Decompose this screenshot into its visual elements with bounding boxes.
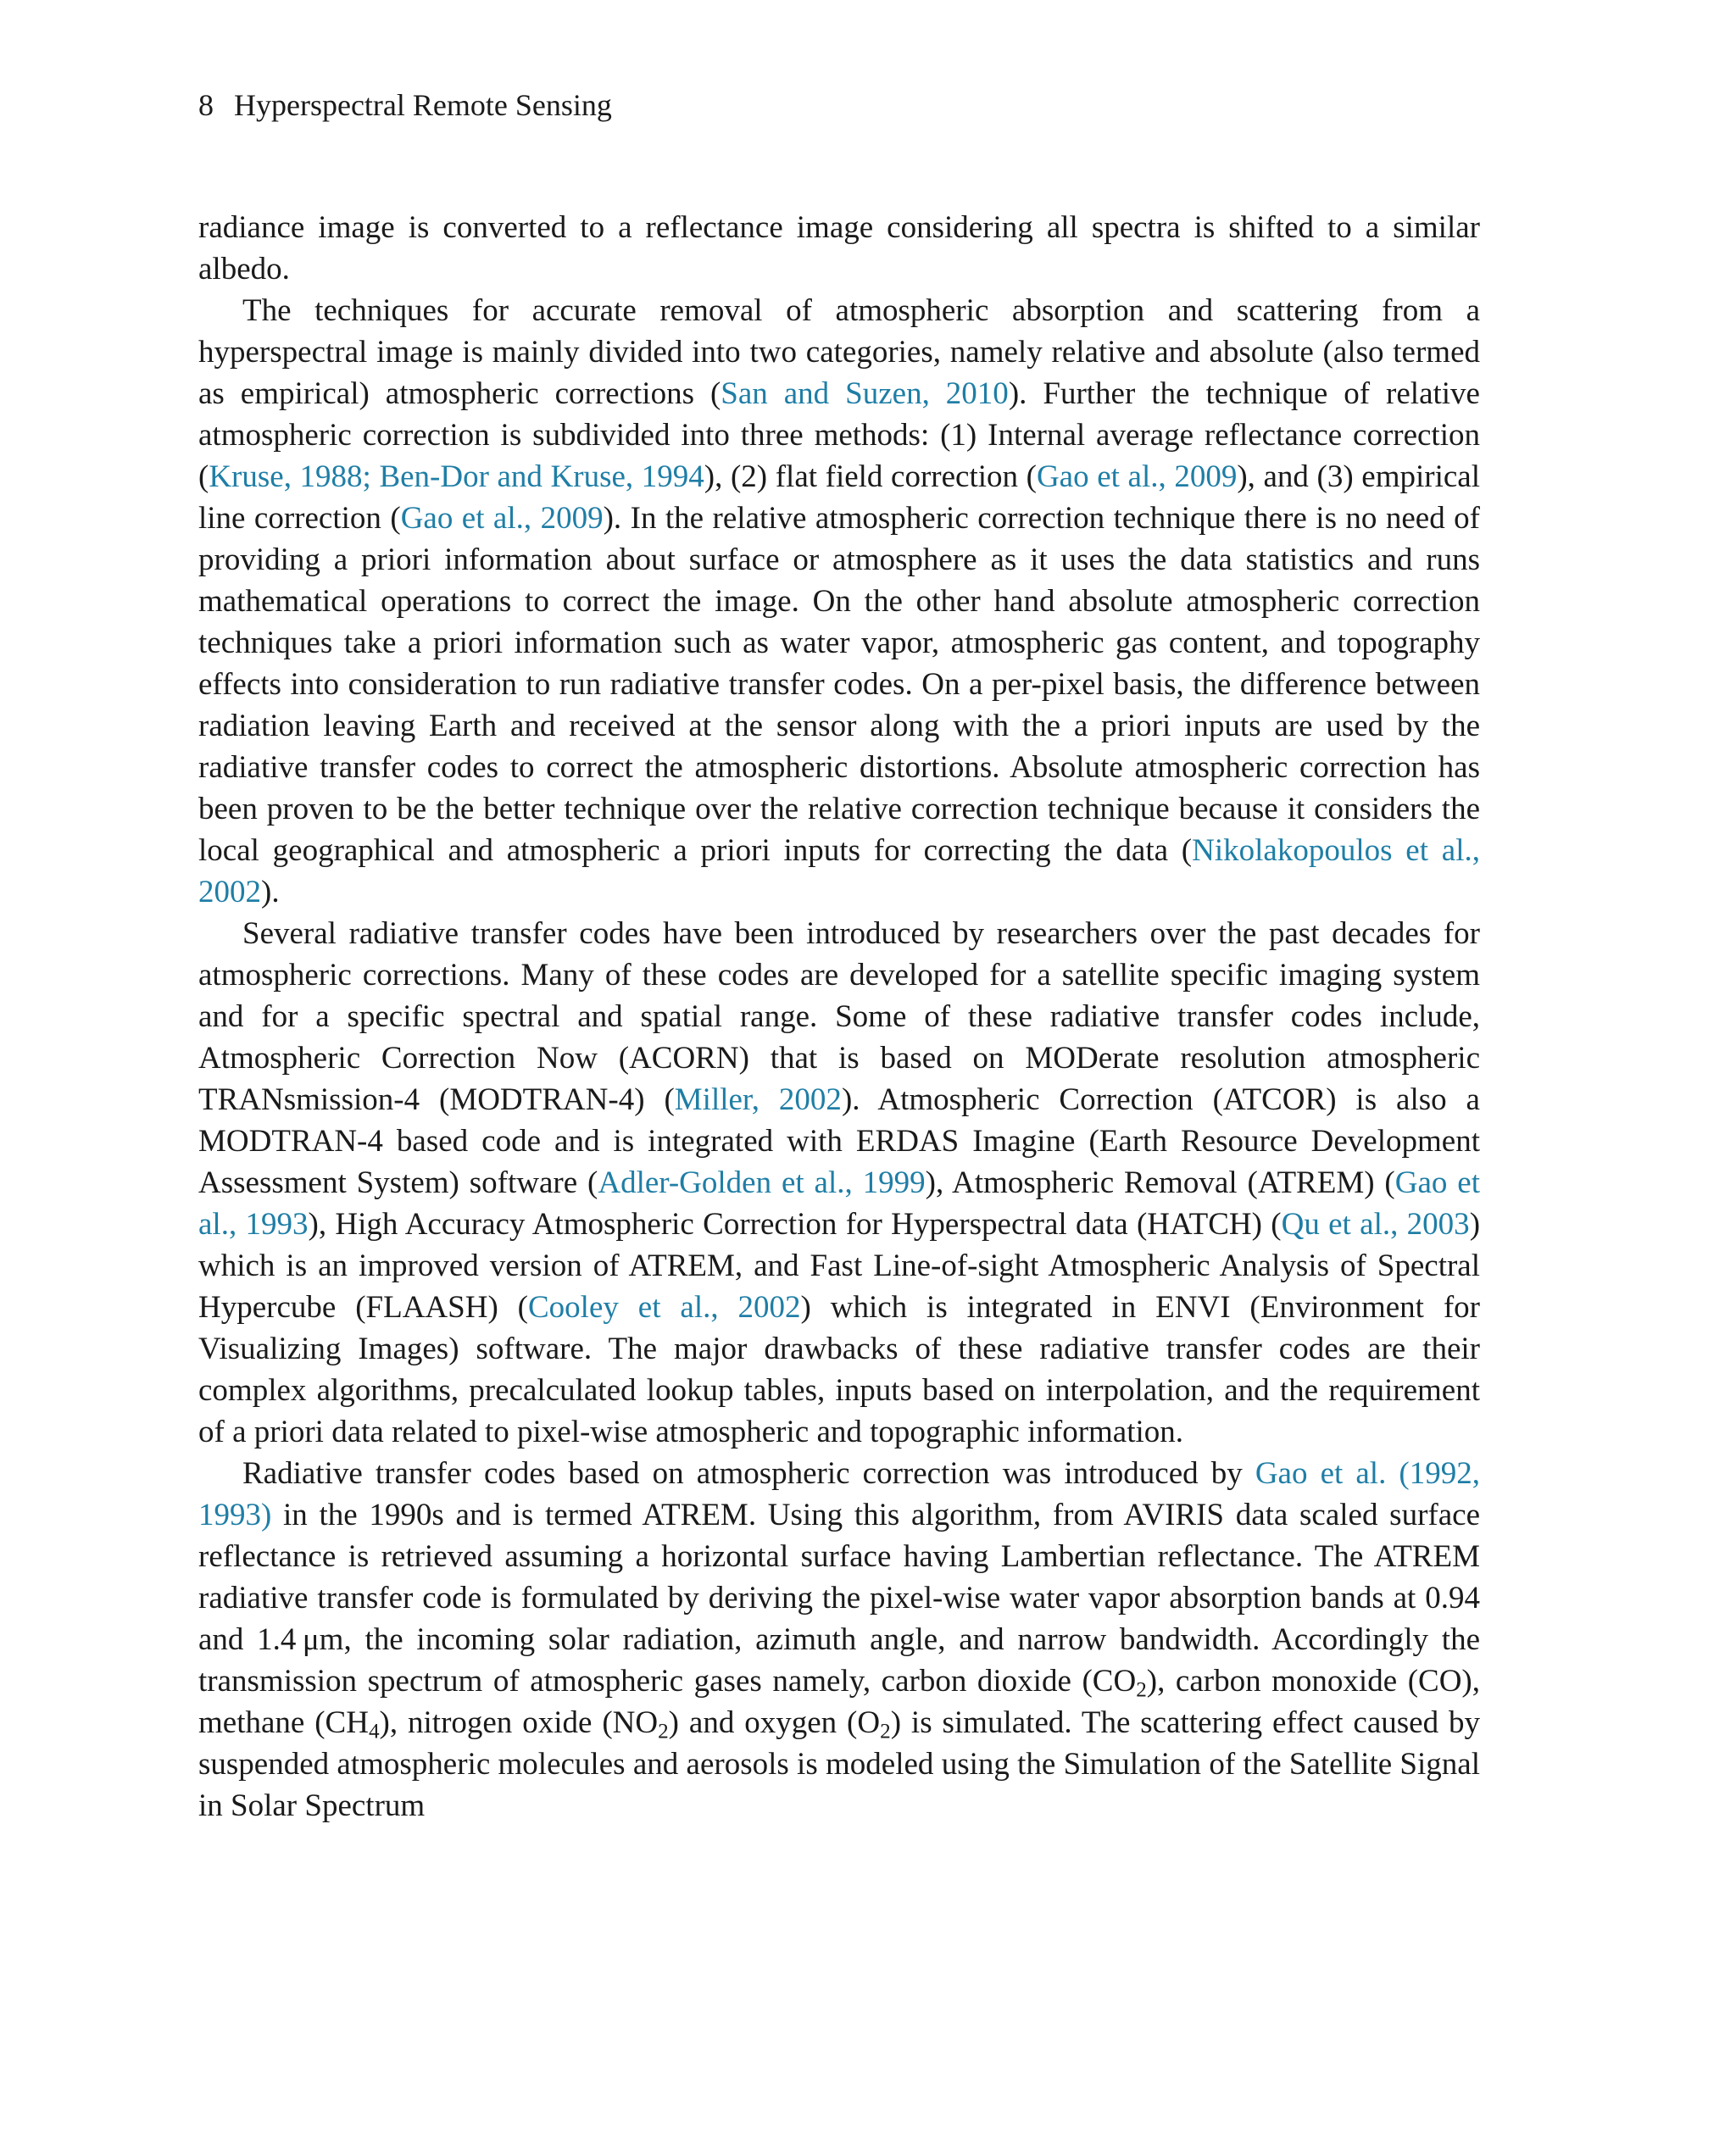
paragraph-continued [198,207,1480,290]
citation-link[interactable]: Gao et al., 2009 [1036,459,1238,494]
page-number: 8 [198,88,214,122]
citation-link[interactable]: Miller, 2002 [674,1082,842,1117]
paragraph-text: ), and (3) empirical line correction ( [198,459,1480,536]
paragraph-text: Radiative transfer codes based on atmospheric correction was introduced by [242,1456,1255,1491]
subscript: 2 [1136,1678,1147,1702]
paragraph-text: ), nitrogen oxide (NO [379,1705,659,1740]
paragraph-text: ). [261,875,280,909]
citation-link[interactable]: Gao et al. (1992, 1993) [198,1456,1480,1532]
paragraph-atrem [198,1453,1480,1827]
paragraph-text: ), Atmospheric Removal (ATREM) ( [925,1165,1395,1200]
citation-link[interactable]: Adler-Golden et al., 1999 [598,1165,926,1200]
paragraph-text: ), carbon monoxide (CO), methane (CH [198,1664,1480,1740]
paragraph-text: radiance image is converted to a reflectance image considering all spectra is shifted to a similar albedo. [198,210,1480,286]
citation-link[interactable]: Nikolakopoulos et al., 2002 [198,833,1480,909]
citation-link[interactable]: Gao et al., 1993 [198,1165,1480,1242]
paragraph-text: The techniques for accurate removal of atmospheric absorption and scattering from a hyperspectral image is mainly divided into two categories, namely relative and absolute (also termed as empirical) atmospheric corrections ( [198,293,1480,411]
paragraph-text: ), High Accuracy Atmospheric Correction for Hyperspectral data (HATCH) ( [308,1207,1282,1242]
subscript: 2 [658,1720,669,1743]
paragraph-atmospheric-correction-categories [198,290,1480,913]
body-text [198,207,1480,1827]
paragraph-text: ) is simulated. The scattering effect caused by suspended atmospheric molecules and aerosols is modeled using the Simulation of the Satellite Signal in Solar Spectrum [198,1705,1481,1823]
paragraph-text: in the 1990s and is termed ATREM. Using this algorithm, from AVIRIS data scaled surface reflectance is retrieved assuming a horizontal surface having Lambertian reflectance. The ATREM radiative transfer code is formulated by deriving the pixel-wise water vapor absorption bands at 0.94 and 1.4 μm, the incoming solar radiation, azimuth angle, and narrow bandwidth. Accordingly the transmission spectrum of atmospheric gases namely, carbon dioxide (CO [198,1498,1480,1699]
paragraph-text: ) and oxygen (O [668,1705,881,1740]
paragraph-text: ). In the relative atmospheric correction technique there is no need of providing a priori information about surface or atmosphere as it uses the data statistics and runs mathematical operations to correct the image. On the other hand absolute atmospheric correction techniques take a priori information such as water vapor, atmospheric gas content, and topography effects into consideration to run radiative transfer codes. On a per-pixel basis, the difference between radiation leaving Earth and received at the sensor along with the a priori inputs are used by the radiative transfer codes to correct the atmospheric distortions. Absolute atmospheric correction has been proven to be the better technique over the relative correction technique because it considers the local geographical and atmospheric a priori inputs for correcting the data ( [198,501,1481,868]
citation-link[interactable]: Kruse, 1988; Ben-Dor and Kruse, 1994 [209,459,704,494]
paragraph-text: ) which is integrated in ENVI (Environment for Visualizing Images) software. The major drawbacks of these radiative transfer codes are their complex algorithms, precalculated lookup tables, inputs based on interpolation, and the requirement of a priori data related to pixel-wise atmospheric and topographic information. [198,1290,1480,1449]
paragraph-text: ). Further the technique of relative atmospheric correction is subdivided into three methods: (1) Internal average reflectance correction ( [198,376,1480,494]
paragraph-text: ). Atmospheric Correction (ATCOR) is also a MODTRAN-4 based code and is integrated with ERDAS Imagine (Earth Resource Development Assessment System) software ( [198,1082,1480,1200]
citation-link[interactable]: Gao et al., 2009 [400,501,604,536]
paragraph-radiative-transfer-codes [198,913,1480,1453]
running-title: Hyperspectral Remote Sensing [234,88,612,122]
subscript: 4 [368,1720,380,1743]
paragraph-text: ), (2) flat field correction ( [704,459,1037,494]
citation-link[interactable]: Qu et al., 2003 [1281,1207,1470,1242]
running-head [198,86,612,124]
citation-link[interactable]: San and Suzen, 2010 [721,376,1009,411]
paragraph-text: ) which is an improved version of ATREM, and Fast Line-of-sight Atmospheric Analysis of Spectral Hypercube (FLAASH) ( [198,1207,1481,1325]
citation-link[interactable]: Cooley et al., 2002 [528,1290,801,1325]
paragraph-text: Several radiative transfer codes have been introduced by researchers over the past decades for atmospheric corrections. Many of these codes are developed for a satellite specific imaging system and for a specific spectral and spatial range. Some of these radiative transfer codes include, Atmospheric Correction Now (ACORN) that is based on MODerate resolution atmospheric TRANsmission-4 (MODTRAN-4) ( [198,916,1480,1117]
subscript: 2 [880,1720,891,1743]
